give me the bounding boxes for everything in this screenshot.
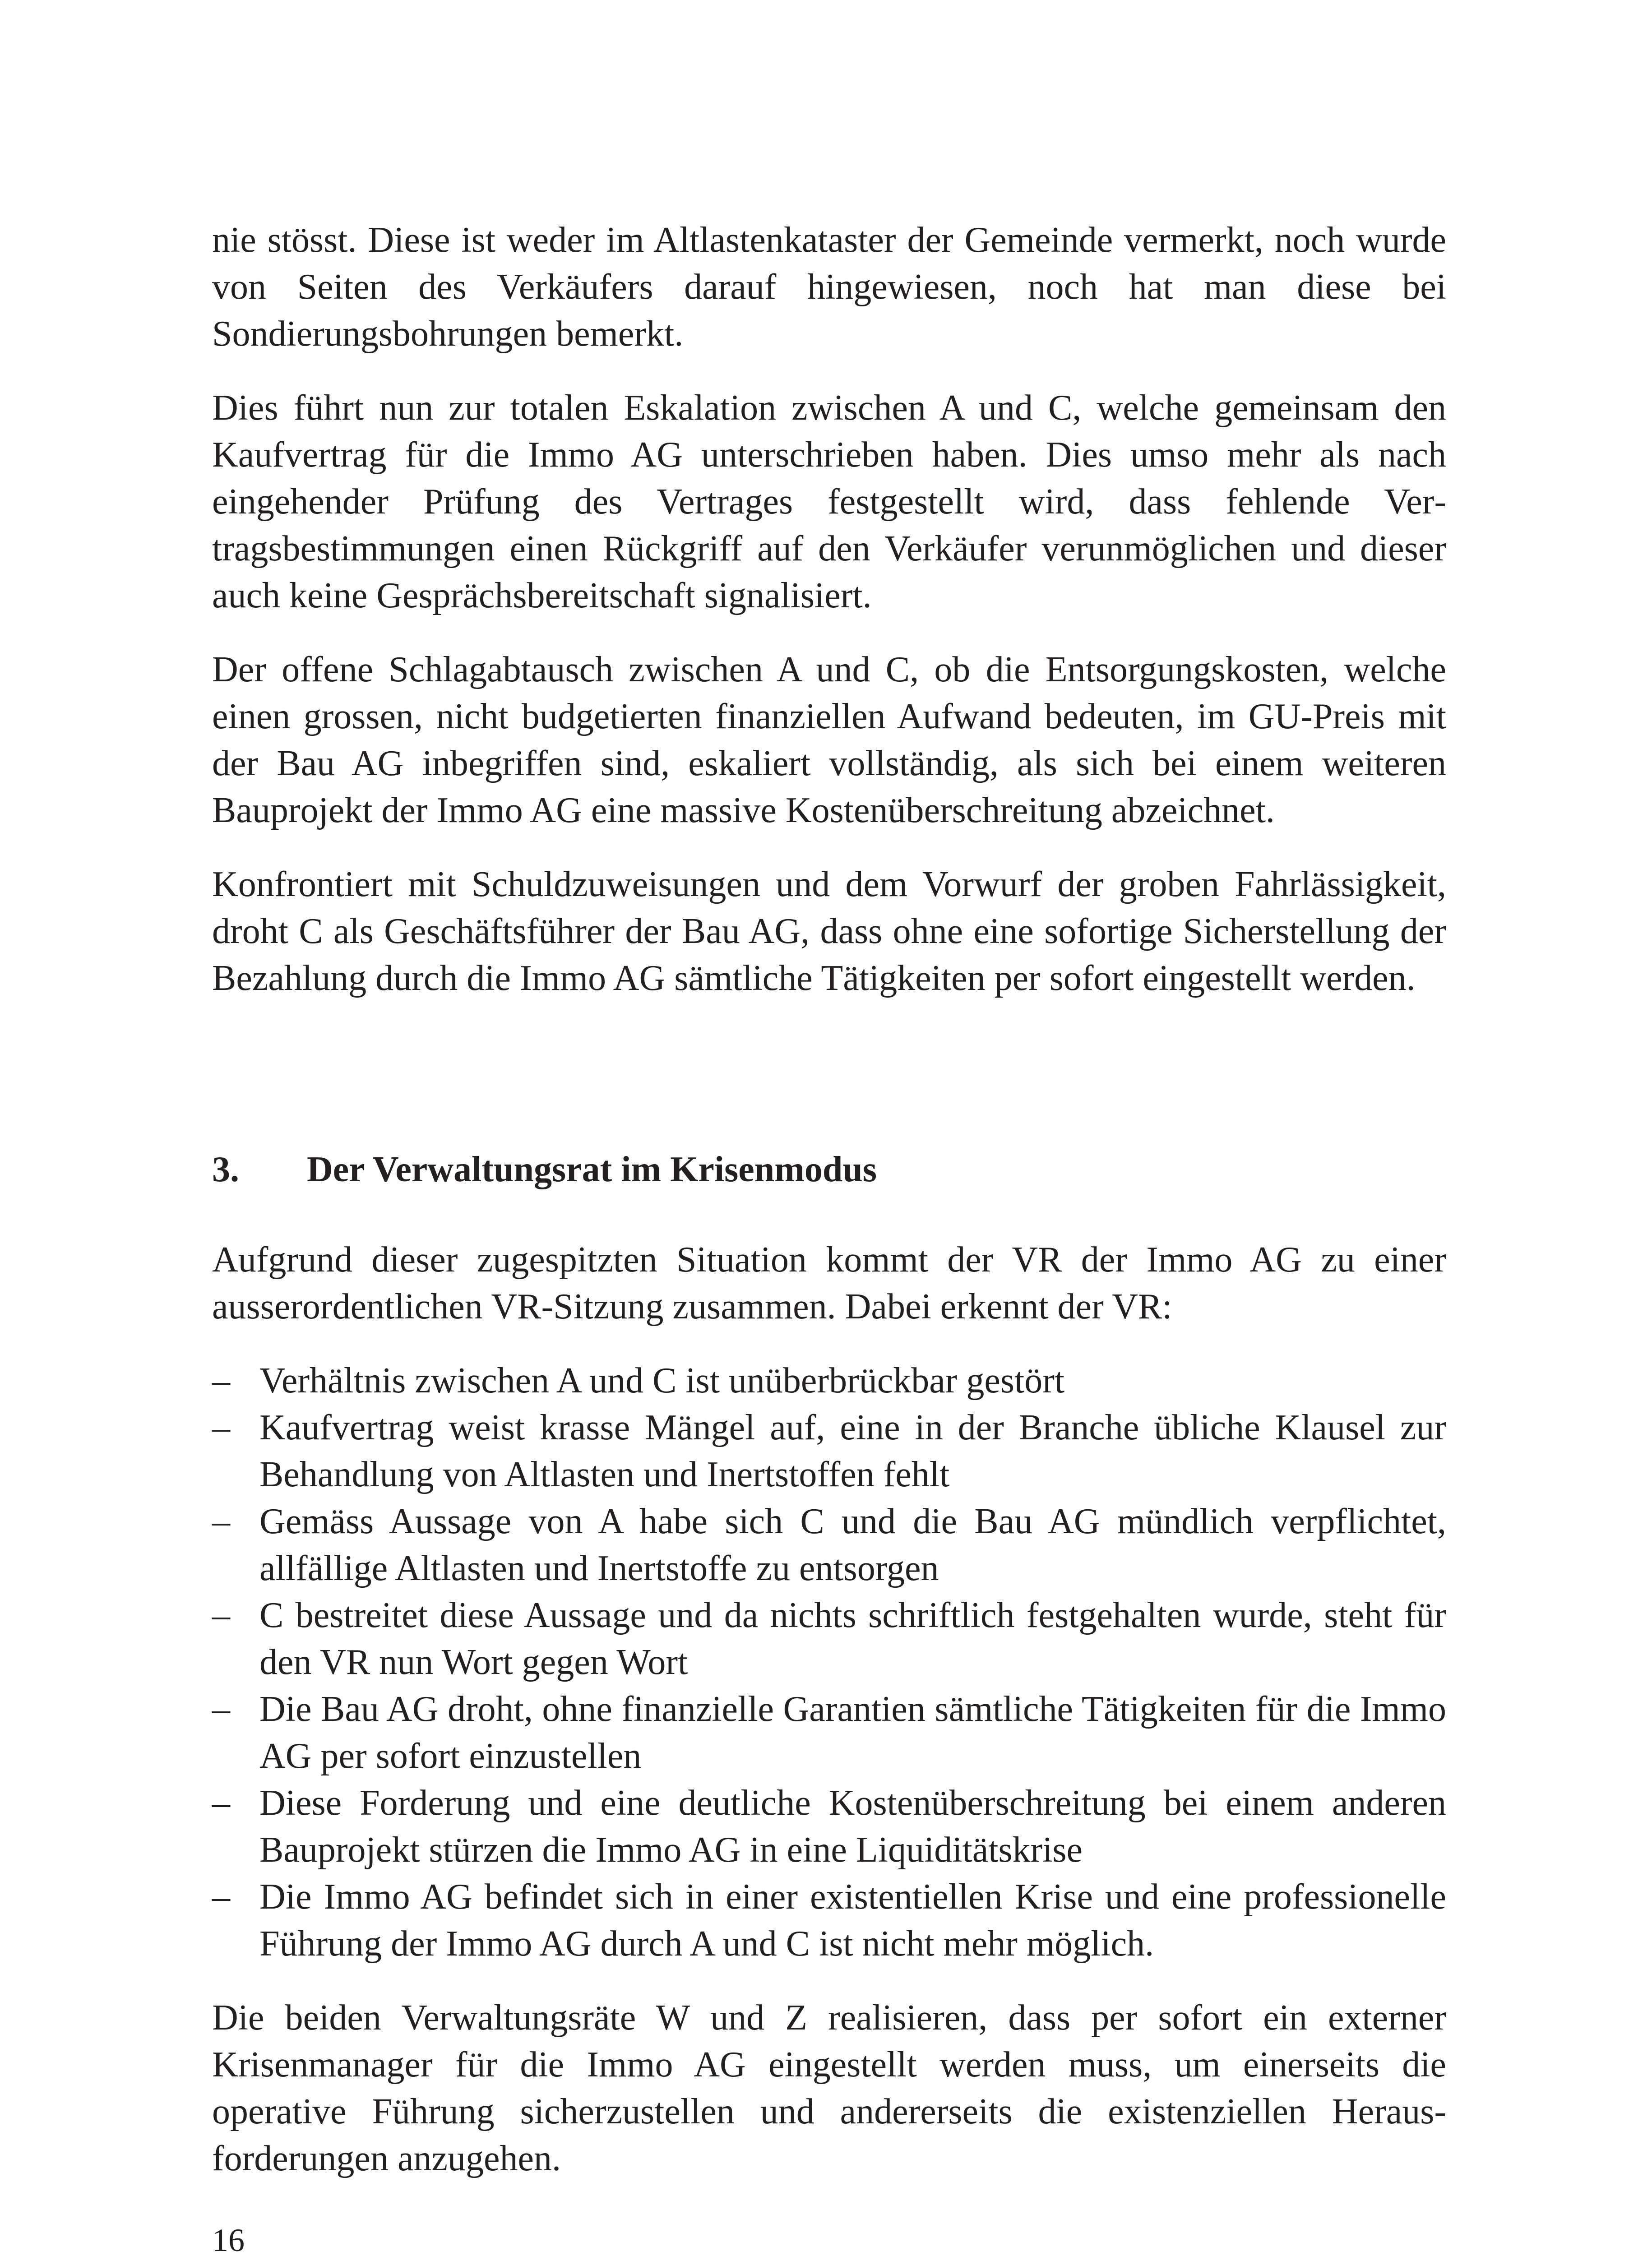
list-item: – Diese Forderung und eine deutliche Kostenüberschreitung bei einem anderen Bauprojekt stürzen die Immo AG in eine Liquiditätskrise	[212, 1780, 1446, 1873]
bullet-dash: –	[212, 1595, 230, 1635]
list-item: – Verhältnis zwischen A und C ist unüberbrückbar gestört	[212, 1357, 1446, 1404]
bullet-dash: –	[212, 1877, 230, 1917]
list-item: – C bestreitet diese Aussage und da nichts schriftlich festgehalten wurde, steht für den VR nun Wort gegen Wort	[212, 1592, 1446, 1686]
bullet-dash: –	[212, 1689, 230, 1729]
paragraph-4: Konfrontiert mit Schuldzuweisungen und dem Vorwurf der groben Fahrlässigkeit, droht C als Geschäftsführer der Bau AG, dass ohne eine sofortige Sicherstellung der Bezahlung durch die Immo AG sämtliche Tätigkeiten per sofort eingestellt werden.	[212, 864, 1446, 998]
list-item: – Kaufvertrag weist krasse Mängel auf, eine in der Branche übliche Klausel zur Behandlung von Altlasten und Inertstoffen fehlt	[212, 1404, 1446, 1498]
list-item: – Gemäss Aussage von A habe sich C und die Bau AG mündlich verpflichtet, allfällige Altlasten und Inertstoffe zu entsorgen	[212, 1498, 1446, 1592]
section-heading	[212, 1146, 1446, 1193]
section-number: 3.	[212, 1150, 239, 1189]
list-item: – Die Bau AG droht, ohne finanzielle Garantien sämtliche Tätigkeiten für die Immo AG per sofort einzustellen	[212, 1686, 1446, 1780]
body-text-top	[212, 217, 1446, 1029]
paragraph-2: Dies führt nun zur totalen Eskalation zwischen A und C, welche gemeinsam den Kaufvertrag für die Immo AG unterschrieben haben. Dies umso mehr als nach eingehender Prüfung des Vertrages festgestellt wird, dass fehlende Vertragsbestimmungen einen Rückgriff auf den Verkäufer verunmöglichen und dieser auch keine Gesprächsbereitschaft signalisiert.	[212, 388, 1446, 615]
bullet-dash: –	[212, 1361, 230, 1401]
section-title: Der Verwaltungsrat im Krisenmodus	[307, 1150, 877, 1189]
section-intro: Aufgrund dieser zugespitzten Situation kommt der VR der Immo AG zu einer ausserordentlichen VR-Sitzung zusammen. Dabei erkennt der VR:	[212, 1240, 1446, 1327]
paragraph-3: Der offene Schlagabtausch zwischen A und C, ob die Entsorgungskosten, welche einen grossen, nicht budgetierten finanziellen Aufwand bedeuten, im GU-Preis mit der Bau AG inbegriffen sind, eskaliert vollständig, als sich bei einem weiteren Bauprojekt der Immo AG eine massive Kostenüberschreitung abzeichnet.	[212, 650, 1446, 830]
bullet-dash: –	[212, 1783, 230, 1823]
page-number: 16	[212, 2222, 245, 2256]
closing-paragraph: Die beiden Verwaltungsräte W und Z realisieren, dass per sofort ein externer Krisenmanager für die Immo AG eingestellt werden muss, um einerseits die operative Führung sicherzustellen und andererseits die existenziellen Herausforderungen anzugehen.	[212, 1998, 1446, 2178]
findings-list	[212, 1357, 1446, 1967]
paragraph-1: nie stösst. Diese ist weder im Altlastenkataster der Gemeinde vermerkt, noch wurde von Seiten des Verkäufers darauf hingewiesen, noch hat man diese bei Sondierungsbohrungen bemerkt.	[212, 220, 1446, 354]
bullet-dash: –	[212, 1502, 230, 1541]
bullet-dash: –	[212, 1408, 230, 1447]
section-body	[212, 1236, 1446, 2209]
list-item: – Die Immo AG befindet sich in einer existentiellen Krise und eine professionelle Führung der Immo AG durch A und C ist nicht mehr möglich.	[212, 1873, 1446, 1967]
